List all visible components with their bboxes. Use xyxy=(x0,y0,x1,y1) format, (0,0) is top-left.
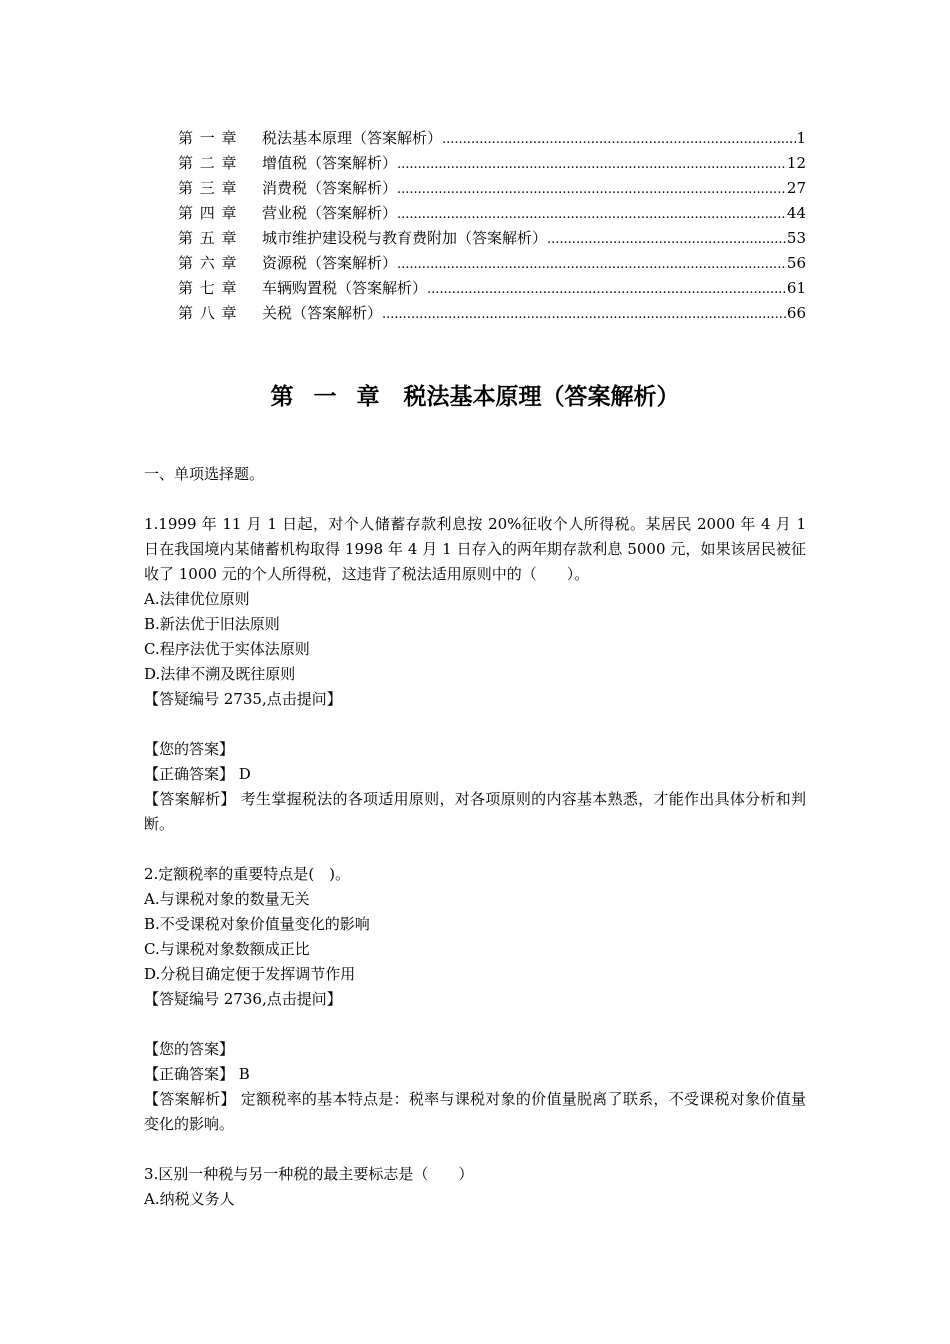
toc-page-number: 61 xyxy=(786,279,806,297)
toc-entry[interactable] xyxy=(178,151,806,176)
toc-chapter-title: 关税（答案解析） xyxy=(262,304,383,322)
toc-leader-dots xyxy=(397,202,787,226)
section-title: 一、单项选择题。 xyxy=(144,465,265,483)
toc-entry[interactable] xyxy=(178,226,806,251)
question-option: C.程序法优于实体法原则 xyxy=(144,640,310,658)
question-stem: 1.1999 年 11 月 1 日起，对个人储蓄存款利息按 20%征收个人所得税。某居民 2000 年 4 月 1 日在我国境内某储蓄机构取得 1998 年 4 月 1 日存入的两年期存款利息 5000 元，如果该居民被征收了 1000 元的个人所得税，这违背了税法适用原则中的（ ）。 xyxy=(144,515,806,583)
toc-chapter-title: 车辆购置税（答案解析） xyxy=(262,279,428,297)
toc-page-number: 1 xyxy=(796,129,806,147)
toc-chapter-number: 第 六 章 xyxy=(178,254,238,272)
table-of-contents xyxy=(178,126,806,326)
toc-leader-dots xyxy=(397,177,787,201)
toc-leader-dots xyxy=(442,127,796,151)
toc-chapter-number: 第 二 章 xyxy=(178,154,238,172)
toc-entry[interactable] xyxy=(178,176,806,201)
correct-answer: 【正确答案】 D xyxy=(144,765,251,783)
toc-leader-dots xyxy=(397,252,787,276)
toc-leader-dots xyxy=(382,302,787,326)
toc-chapter-number: 第 八 章 xyxy=(178,304,238,322)
toc-entry[interactable] xyxy=(178,126,806,151)
qa-link[interactable]: 【答疑编号 2736,点击提问】 xyxy=(144,990,342,1008)
toc-page-number: 12 xyxy=(786,154,806,172)
toc-leader-dots xyxy=(427,277,787,301)
toc-chapter-title: 营业税（答案解析） xyxy=(262,204,398,222)
question-option: A.法律优位原则 xyxy=(144,590,250,608)
answer-analysis: 【答案解析】 考生掌握税法的各项适用原则，对各项原则的内容基本熟悉，才能作出具体分析和判断。 xyxy=(144,790,806,833)
toc-chapter-title: 资源税（答案解析） xyxy=(262,254,398,272)
question-stem: 2.定额税率的重要特点是( )。 xyxy=(144,865,351,883)
toc-chapter-number: 第 四 章 xyxy=(178,204,238,222)
toc-chapter-number: 第 三 章 xyxy=(178,179,238,197)
answer-analysis: 【答案解析】 定额税率的基本特点是：税率与课税对象的价值量脱离了联系，不受课税对象价值量变化的影响。 xyxy=(144,1090,806,1133)
question-option: A.与课税对象的数量无关 xyxy=(144,890,310,908)
qa-link[interactable]: 【答疑编号 2735,点击提问】 xyxy=(144,690,342,708)
question-option: D.法律不溯及既往原则 xyxy=(144,665,296,683)
toc-chapter-title: 税法基本原理（答案解析） xyxy=(262,129,443,147)
toc-page-number: 44 xyxy=(786,204,806,222)
document-body xyxy=(144,462,806,1212)
question-option: A.纳税义务人 xyxy=(144,1190,235,1208)
chapter-heading xyxy=(0,379,950,415)
chapter-heading-title: 税法基本原理（答案解析） xyxy=(403,383,680,410)
chapter-heading-number: 第 一 章 xyxy=(270,383,386,410)
toc-entry[interactable] xyxy=(178,276,806,301)
toc-entry[interactable] xyxy=(178,301,806,326)
toc-page-number: 27 xyxy=(786,179,806,197)
toc-entry[interactable] xyxy=(178,201,806,226)
toc-chapter-number: 第 七 章 xyxy=(178,279,238,297)
question-option: B.不受课税对象价值量变化的影响 xyxy=(144,915,370,933)
toc-leader-dots xyxy=(397,152,787,176)
your-answer-label: 【您的答案】 xyxy=(144,1040,235,1058)
toc-entry[interactable] xyxy=(178,251,806,276)
toc-chapter-title: 消费税（答案解析） xyxy=(262,179,398,197)
question-option: B.新法优于旧法原则 xyxy=(144,615,280,633)
toc-chapter-title: 城市维护建设税与教育费附加（答案解析） xyxy=(262,229,548,247)
question-option: C.与课税对象数额成正比 xyxy=(144,940,310,958)
correct-answer: 【正确答案】 B xyxy=(144,1065,250,1083)
toc-chapter-title: 增值税（答案解析） xyxy=(262,154,398,172)
toc-chapter-number: 第 一 章 xyxy=(178,129,238,147)
question-option: D.分税目确定便于发挥调节作用 xyxy=(144,965,356,983)
toc-page-number: 56 xyxy=(786,254,806,272)
toc-chapter-number: 第 五 章 xyxy=(178,229,238,247)
your-answer-label: 【您的答案】 xyxy=(144,740,235,758)
question-stem: 3.区别一种税与另一种税的最主要标志是（ ） xyxy=(144,1165,474,1183)
toc-page-number: 53 xyxy=(786,229,806,247)
toc-leader-dots xyxy=(547,227,787,251)
toc-page-number: 66 xyxy=(786,304,806,322)
